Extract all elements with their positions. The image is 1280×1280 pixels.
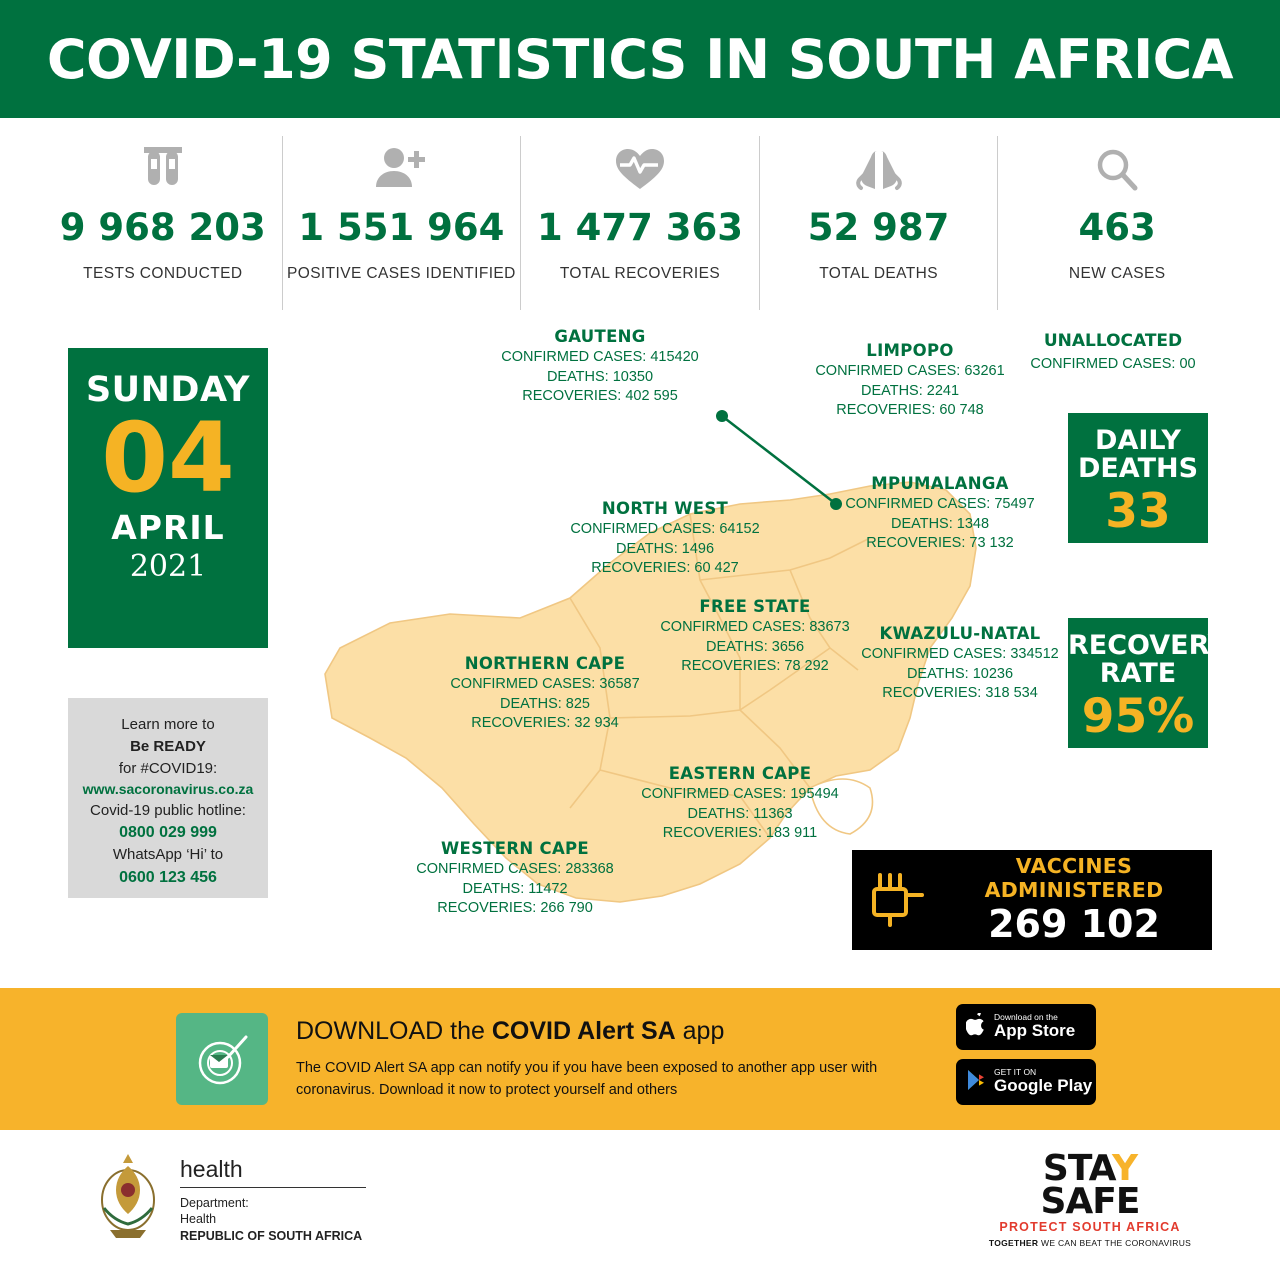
stat-value: 463 bbox=[1078, 206, 1156, 249]
province-deaths: DEATHS: 10350 bbox=[546, 368, 654, 385]
play-small: GET IT ON bbox=[994, 1066, 1037, 1077]
province-confirmed: CONFIRMED CASES: 75497 bbox=[845, 496, 1035, 513]
date-month: APRIL bbox=[111, 507, 225, 547]
province-deaths: DEATHS: 11363 bbox=[687, 805, 793, 822]
province-confirmed: CONFIRMED CASES: 63261 bbox=[815, 363, 1005, 380]
province-confirmed: CONFIRMED CASES: 283368 bbox=[416, 861, 614, 878]
together-tagline bbox=[980, 1238, 1200, 1248]
department-of-health-block bbox=[90, 1150, 366, 1249]
stat-value: 1 477 363 bbox=[536, 206, 743, 249]
province-deaths: DEATHS: 1348 bbox=[890, 515, 990, 532]
stat-label: POSITIVE CASES IDENTIFIED bbox=[287, 265, 516, 282]
province-eastern-cape bbox=[595, 763, 885, 844]
download-app-strip bbox=[0, 988, 1280, 1130]
stat-value: 1 551 964 bbox=[298, 206, 505, 249]
sa-coat-of-arms-icon bbox=[90, 1150, 166, 1249]
recovery-rate-value: 95% bbox=[1081, 688, 1195, 744]
download-heading-post: app bbox=[675, 1017, 725, 1046]
province-western-cape bbox=[370, 838, 660, 919]
vaccines-administered-box bbox=[852, 850, 1212, 950]
province-deaths: DEATHS: 1496 bbox=[615, 540, 715, 557]
store-badges bbox=[956, 1004, 1096, 1114]
learn-line-1: Learn more to bbox=[121, 716, 215, 733]
province-recoveries: RECOVERIES: 266 790 bbox=[437, 900, 593, 917]
daily-deaths-value: 33 bbox=[1105, 483, 1171, 539]
province-deaths: DEATHS: 3656 bbox=[705, 638, 805, 655]
unallocated-title: UNALLOCATED bbox=[1043, 331, 1183, 351]
stat-tests-conducted bbox=[44, 136, 283, 310]
stat-label: TOTAL RECOVERIES bbox=[559, 265, 721, 282]
stat-total-deaths bbox=[760, 136, 999, 310]
syringe-icon bbox=[866, 865, 936, 936]
learn-line-3: for #COVID19: bbox=[118, 759, 218, 777]
province-gauteng bbox=[460, 326, 740, 407]
recovery-rate-title-1: RECOVERY bbox=[1068, 630, 1228, 661]
gauteng-pointer-dot-start bbox=[716, 410, 728, 422]
sacoronavirus-link[interactable]: www.sacoronavirus.co.za bbox=[82, 781, 254, 798]
unallocated-confirmed: CONFIRMED CASES: 00 bbox=[1030, 355, 1196, 372]
daily-deaths-title-2: DEATHS bbox=[1077, 453, 1199, 485]
date-year: 2021 bbox=[129, 548, 207, 584]
health-wordmark: health bbox=[180, 1156, 243, 1182]
vaccines-value: 269 102 bbox=[988, 902, 1160, 946]
stat-label: TESTS CONDUCTED bbox=[83, 265, 243, 282]
protect-south-africa-text: PROTECT SOUTH AFRICA bbox=[999, 1220, 1181, 1235]
dept-line-1: Department: bbox=[180, 1196, 249, 1210]
stat-label: TOTAL DEATHS bbox=[819, 265, 938, 282]
province-name: NORTH WEST bbox=[601, 499, 729, 518]
stay-safe-line-2: SAFE bbox=[1040, 1181, 1140, 1223]
province-recoveries: RECOVERIES: 78 292 bbox=[681, 658, 829, 675]
google-play-icon bbox=[966, 1069, 986, 1096]
covid-alert-sa-app-icon bbox=[176, 1013, 268, 1105]
province-kwazulu-natal bbox=[815, 623, 1105, 704]
hotline-label: Covid-19 public hotline: bbox=[90, 801, 246, 819]
province-deaths: DEATHS: 11472 bbox=[462, 880, 568, 897]
province-confirmed: CONFIRMED CASES: 64152 bbox=[570, 521, 760, 538]
vaccines-title: VACCINES ADMINISTERED bbox=[984, 854, 1164, 902]
province-name: KWAZULU-NATAL bbox=[879, 624, 1041, 643]
province-recoveries: RECOVERIES: 183 911 bbox=[662, 825, 818, 842]
page-footer bbox=[0, 1130, 1280, 1280]
page-header bbox=[0, 0, 1280, 118]
learn-be-ready: Be READY bbox=[130, 737, 206, 755]
province-name: MPUMALANGA bbox=[871, 474, 1009, 493]
province-confirmed: CONFIRMED CASES: 36587 bbox=[450, 676, 640, 693]
province-deaths: DEATHS: 825 bbox=[500, 695, 590, 712]
province-recoveries: RECOVERIES: 73 132 bbox=[866, 535, 1014, 552]
recovery-rate-box bbox=[1068, 618, 1228, 748]
stay-y: Y bbox=[1112, 1148, 1138, 1189]
dept-line-3: REPUBLIC OF SOUTH AFRICA bbox=[180, 1228, 363, 1243]
hotline-number[interactable]: 0800 029 999 bbox=[119, 824, 217, 842]
download-heading bbox=[296, 1017, 916, 1046]
province-northern-cape bbox=[400, 653, 690, 734]
app-store-large: App Store bbox=[994, 1021, 1076, 1041]
stay-text: STA bbox=[1042, 1148, 1113, 1189]
stat-value: 9 968 203 bbox=[59, 206, 266, 249]
person-plus-icon bbox=[370, 142, 432, 198]
play-large: Google Play bbox=[994, 1076, 1093, 1096]
province-name: WESTERN CAPE bbox=[441, 839, 589, 858]
recovery-rate-title-2: RATE bbox=[1099, 658, 1177, 690]
province-recoveries: RECOVERIES: 60 427 bbox=[591, 560, 739, 577]
divider bbox=[180, 1187, 366, 1188]
province-name: NORTHERN CAPE bbox=[464, 654, 626, 673]
together-bold: TOGETHER bbox=[988, 1238, 1039, 1249]
stat-label: NEW CASES bbox=[1068, 265, 1166, 282]
province-name: LIMPOPO bbox=[866, 341, 954, 360]
whatsapp-number[interactable]: 0600 123 456 bbox=[119, 869, 217, 887]
download-heading-pre: DOWNLOAD the bbox=[296, 1017, 492, 1046]
province-deaths: DEATHS: 10236 bbox=[906, 665, 1014, 682]
learn-more-box bbox=[68, 698, 268, 898]
stat-new-cases bbox=[998, 136, 1236, 310]
page-title: COVID-19 STATISTICS IN SOUTH AFRICA bbox=[46, 27, 1234, 91]
province-confirmed: CONFIRMED CASES: 415420 bbox=[501, 349, 699, 366]
download-paragraph: The COVID Alert SA app can notify you if you have been exposed to another app user with coronavirus. Download it now to protect yourself and others bbox=[296, 1060, 878, 1098]
download-text bbox=[296, 1017, 916, 1100]
province-mpumalanga bbox=[790, 473, 1090, 554]
province-north-west bbox=[525, 498, 805, 579]
date-day: 04 bbox=[101, 402, 235, 514]
summary-stats bbox=[0, 118, 1280, 318]
province-deaths: DEATHS: 2241 bbox=[860, 382, 960, 399]
stat-positive-cases bbox=[283, 136, 522, 310]
province-name: EASTERN CAPE bbox=[668, 764, 812, 783]
stat-total-recoveries bbox=[521, 136, 760, 310]
stay-safe-logo bbox=[980, 1148, 1200, 1249]
whatsapp-label: WhatsApp ‘Hi’ to bbox=[112, 846, 224, 864]
daily-deaths-box bbox=[1068, 413, 1208, 543]
province-name: FREE STATE bbox=[699, 597, 811, 616]
together-rest: WE CAN BEAT THE CORONAVIRUS bbox=[1038, 1238, 1192, 1249]
daily-deaths-title-1: DAILY bbox=[1095, 425, 1181, 456]
province-recoveries: RECOVERIES: 402 595 bbox=[522, 388, 678, 405]
main-content bbox=[0, 318, 1280, 968]
date-day-of-week: SUNDAY bbox=[85, 370, 251, 410]
app-store-badge[interactable] bbox=[956, 1004, 1096, 1050]
apple-icon bbox=[966, 1013, 986, 1042]
heartbeat-icon bbox=[610, 142, 670, 198]
province-name: GAUTENG bbox=[554, 327, 646, 346]
test-tubes-icon bbox=[135, 142, 191, 198]
download-heading-bold: COVID Alert SA bbox=[491, 1017, 676, 1046]
app-store-small: Download on the bbox=[994, 1011, 1058, 1022]
province-confirmed: CONFIRMED CASES: 195494 bbox=[641, 786, 839, 803]
stat-value: 52 987 bbox=[807, 206, 950, 249]
dept-line-2: Health bbox=[180, 1212, 217, 1227]
province-recoveries: RECOVERIES: 318 534 bbox=[882, 685, 1038, 702]
google-play-badge[interactable] bbox=[956, 1059, 1096, 1105]
province-recoveries: RECOVERIES: 32 934 bbox=[471, 715, 619, 732]
unallocated-block bbox=[988, 330, 1238, 374]
province-confirmed: CONFIRMED CASES: 334512 bbox=[861, 646, 1059, 663]
date-block bbox=[68, 348, 268, 648]
praying-hands-icon bbox=[850, 142, 908, 198]
province-confirmed: CONFIRMED CASES: 83673 bbox=[660, 619, 850, 636]
province-recoveries: RECOVERIES: 60 748 bbox=[836, 402, 984, 419]
magnifier-icon bbox=[1090, 142, 1144, 198]
